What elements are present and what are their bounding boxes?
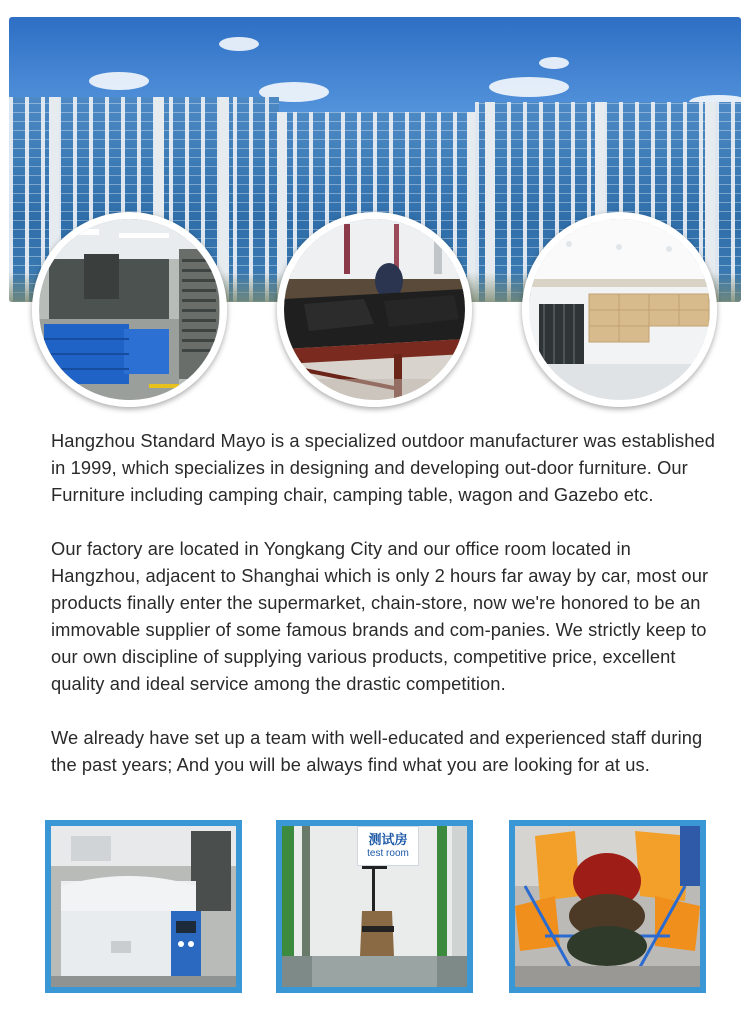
production-line-photo <box>32 212 227 407</box>
camping-chair-illustration <box>515 826 700 987</box>
team-paragraph: We already have set up a team with well-educated and experienced staff during the past years; And you will be always find what you are looking for at us. <box>51 727 703 775</box>
camping-chair-photo <box>509 820 706 993</box>
factory-paragraph: Our factory are located in Yongkang City and our office room located in Hangzhou, adjacent to Shanghai which is only 2 hours far away by car, most our products finally enter the supermarket, chain-store, now we're honored to be an immovable supplier of some famous brands and com-panies. We strictly keep to our own discipline of supplying various products, competitive price, excellent quality and ideal service among the drastic competition. <box>51 538 709 694</box>
warehouse-photo <box>522 212 717 407</box>
test-room-sign <box>357 826 419 866</box>
test-chamber-illustration <box>51 826 236 987</box>
salt-spray-tester-photo <box>45 820 242 993</box>
intro-paragraph: Hangzhou Standard Mayo is a specialized outdoor manufacturer was established in 1999, which specializes in designing and developing out-door furniture. Our Furniture including camping chair, camping table, wagon and Gazebo etc. <box>51 430 716 505</box>
cutting-workshop-illustration <box>284 219 465 400</box>
test-room-sign-en: test room <box>367 847 409 859</box>
warehouse-illustration <box>529 219 710 400</box>
test-room-photo <box>276 820 473 993</box>
cutting-workshop-photo <box>277 212 472 407</box>
production-line-illustration <box>39 219 220 400</box>
test-room-sign-cn: 测试房 <box>368 832 408 848</box>
